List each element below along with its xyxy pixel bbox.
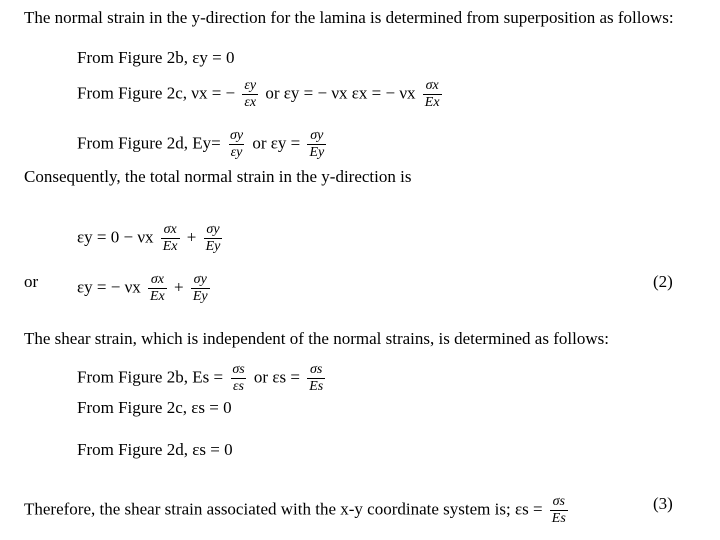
figure-2d-normal-strain xyxy=(77,128,329,161)
fraction-sigmay-over-ey xyxy=(307,128,326,161)
fraction-denominator: Ex xyxy=(424,95,440,110)
fraction-sigmay-over-epsy xyxy=(228,128,245,161)
figure-2c-shear-strain: From Figure 2c, εs = 0 xyxy=(77,398,232,417)
figure-2d-lead: From Figure 2d, Ey= xyxy=(77,133,221,153)
equation-lead: εy = − νx xyxy=(77,277,141,297)
plus-sign: + xyxy=(186,227,197,247)
equation-3 xyxy=(24,494,571,527)
consequently-paragraph: Consequently, the total normal strain in the y-direction is xyxy=(24,167,412,186)
fraction-sigmay-over-ey xyxy=(204,222,223,255)
fraction-numerator: σy xyxy=(193,272,207,287)
fraction-numerator: σy xyxy=(310,128,324,143)
fraction-denominator: Es xyxy=(309,379,324,394)
equation-2-or: or xyxy=(24,272,39,291)
figure-2b-normal-strain: From Figure 2b, εy = 0 xyxy=(77,48,235,67)
figure-2c-lead: From Figure 2c, νx = − xyxy=(77,83,236,103)
fraction-numerator: εy xyxy=(244,78,257,93)
fraction-numerator: σx xyxy=(150,272,164,287)
fraction-numerator: σx xyxy=(425,78,439,93)
fraction-denominator: Ey xyxy=(192,289,208,304)
figure-2b-lead: From Figure 2b, Es = xyxy=(77,367,224,387)
fraction-sigmax-over-ex xyxy=(423,78,442,111)
fraction-sigmay-over-ey xyxy=(191,272,210,305)
fraction-denominator: εx xyxy=(244,95,257,110)
fraction-numerator: σs xyxy=(552,494,565,509)
fraction-denominator: Es xyxy=(551,511,566,526)
fraction-sigmas-over-es xyxy=(307,362,325,395)
fraction-numerator: σy xyxy=(206,222,220,237)
fraction-numerator: σy xyxy=(229,128,244,143)
figure-2b-shear-strain xyxy=(77,362,328,395)
fraction-denominator: Ey xyxy=(309,145,325,160)
figure-2c-mid: or εy = − νx εx = − νx xyxy=(265,83,416,103)
equation-number-2: (2) xyxy=(653,272,673,291)
fraction-numerator: σs xyxy=(310,362,323,377)
plus-sign: + xyxy=(174,277,184,297)
fraction-epsy-over-epsx xyxy=(242,78,258,111)
fraction-denominator: Ex xyxy=(150,289,165,304)
equation-3-lead: Therefore, the shear strain associated with the x-y coordinate system is; εs = xyxy=(24,499,543,519)
shear-intro-paragraph: The shear strain, which is independent of the normal strains, is determined as follows: xyxy=(24,329,609,348)
figure-2d-shear-strain: From Figure 2d, εs = 0 xyxy=(77,440,233,459)
fraction-denominator: Ey xyxy=(205,239,221,254)
fraction-denominator: Ex xyxy=(162,239,178,254)
equation-2 xyxy=(77,272,213,305)
fraction-denominator: εs xyxy=(233,379,244,394)
fraction-sigmas-over-epss xyxy=(230,362,246,395)
figure-2c-normal-strain xyxy=(77,78,445,111)
equation-total-strain xyxy=(77,222,225,255)
figure-2d-mid: or εy = xyxy=(252,133,301,153)
fraction-sigmax-over-ex xyxy=(161,222,180,255)
equation-number-3: (3) xyxy=(653,494,673,513)
intro-paragraph: The normal strain in the y-direction for the lamina is determined from superposition as follows: xyxy=(24,8,674,27)
fraction-sigmax-over-ex xyxy=(148,272,167,305)
fraction-numerator: σx xyxy=(163,222,177,237)
figure-2b-mid: or εs = xyxy=(253,367,300,387)
fraction-denominator: εy xyxy=(230,145,243,160)
fraction-sigmas-over-es xyxy=(550,494,568,527)
fraction-numerator: σs xyxy=(232,362,245,377)
equation-lead: εy = 0 − νx xyxy=(77,227,154,247)
